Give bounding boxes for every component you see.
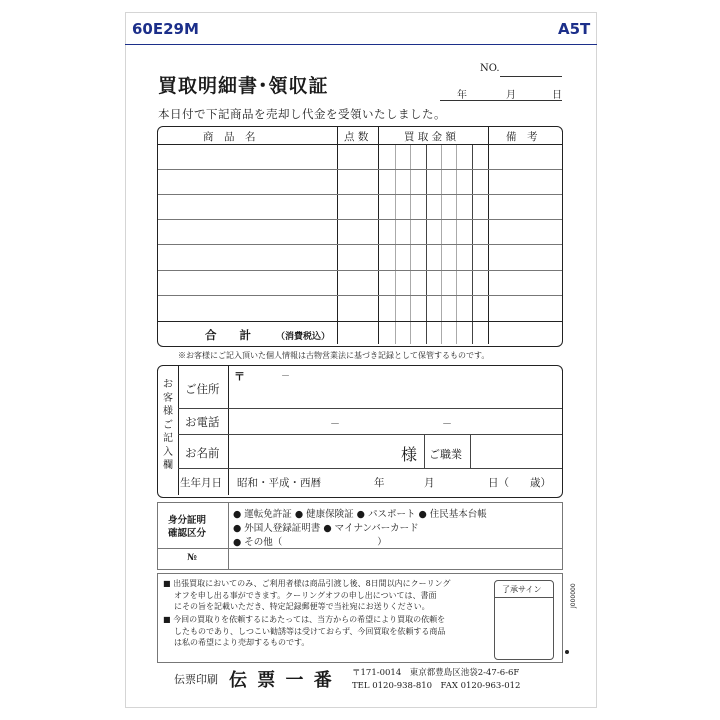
header-item: 商 品 名 bbox=[203, 131, 256, 143]
name-field[interactable] bbox=[229, 435, 424, 468]
vertical-code: J000000 bbox=[570, 583, 577, 608]
id-options-line2[interactable]: ● 外国人登録証明書 ● マイナンバーカード bbox=[233, 523, 419, 534]
notes-box bbox=[157, 573, 563, 663]
occupation-label: ご職業 bbox=[429, 448, 462, 461]
product-code: 60E29M bbox=[132, 20, 199, 38]
sign-label: 了承サイン bbox=[502, 585, 542, 594]
birth-month: 月 bbox=[424, 477, 435, 489]
postal-dash: － bbox=[281, 372, 291, 382]
table-row[interactable] bbox=[158, 169, 562, 170]
birth-day: 日（ bbox=[488, 477, 509, 489]
birth-year: 年 bbox=[374, 477, 385, 489]
privacy-note: ※お客様にご記入頂いた個人情報は古物営業法に基づき記録として保管するものです。 bbox=[178, 351, 490, 360]
note1-line3: にその旨を記載いただき、特定記録郵便等で当社宛にお送りください。 bbox=[174, 602, 430, 611]
birth-label: 生年月日 bbox=[180, 477, 222, 489]
address-label: ご住所 bbox=[185, 382, 220, 396]
col-divider bbox=[488, 127, 489, 344]
header-rule bbox=[125, 44, 597, 45]
id-number-field[interactable] bbox=[229, 549, 562, 569]
phone-dash-1: － bbox=[330, 419, 340, 430]
id-label-line1: 身分証明 bbox=[168, 515, 207, 526]
header-qty: 点 数 bbox=[344, 131, 369, 143]
date-day: 日 bbox=[552, 90, 562, 101]
id-box bbox=[157, 502, 563, 570]
item-table bbox=[157, 126, 563, 347]
postal-mark: 〒 bbox=[234, 370, 245, 383]
occupation-field[interactable] bbox=[471, 435, 562, 468]
customer-box bbox=[157, 365, 563, 498]
table-row[interactable] bbox=[158, 219, 562, 220]
total-line bbox=[158, 321, 562, 322]
company-type: 伝票印刷 bbox=[174, 673, 218, 686]
note2-line3: は私の希望により売却するものです。 bbox=[174, 638, 310, 647]
company-name: 伝 票 一 番 bbox=[229, 670, 334, 691]
col-divider bbox=[337, 127, 338, 344]
id-options-line1[interactable]: ● 運転免許証 ● 健康保険証 ● パスポート ● 住民基本台帳 bbox=[233, 509, 487, 520]
col-divider bbox=[378, 127, 379, 344]
table-row[interactable] bbox=[158, 244, 562, 245]
sign-rule bbox=[495, 597, 553, 598]
occupation-divider bbox=[424, 434, 425, 468]
header-remarks: 備 考 bbox=[506, 131, 538, 143]
table-row[interactable] bbox=[158, 270, 562, 271]
code-dot-icon bbox=[565, 650, 569, 654]
date-month: 月 bbox=[506, 90, 516, 101]
era-options[interactable]: 昭和・平成・西暦 bbox=[237, 477, 321, 489]
company-address: 〒171-0014 東京都豊島区池袋2-47-6-6F bbox=[352, 668, 520, 678]
row-line bbox=[178, 468, 562, 469]
address-field[interactable] bbox=[229, 367, 562, 408]
note2-line1: ■ 今回の買取りを依頼するにあたっては、当方からの希望により買取の依頼を bbox=[163, 615, 446, 624]
name-label: お名前 bbox=[185, 446, 220, 460]
phone-label: お電話 bbox=[185, 415, 220, 429]
phone-field[interactable] bbox=[229, 409, 562, 434]
id-options-line3[interactable]: ● その他（ ） bbox=[233, 537, 387, 548]
phone-dash-2: － bbox=[442, 419, 452, 430]
form-title: 買取明細書･領収証 bbox=[158, 75, 329, 97]
id-number-label: № bbox=[187, 553, 197, 563]
total-note: （消費税込） bbox=[276, 332, 331, 342]
date-year: 年 bbox=[457, 90, 467, 101]
total-label: 合 計 bbox=[205, 328, 251, 342]
honorific: 様 bbox=[401, 445, 418, 464]
age: 歳） bbox=[530, 477, 551, 489]
company-phone: TEL 0120-938-810 FAX 0120-963-012 bbox=[352, 681, 521, 691]
date-line bbox=[440, 100, 562, 101]
number-label: NO. bbox=[480, 63, 500, 74]
note1-line1: ■ 出張買取においてのみ、ご利用者様は商品引渡し後、8日間以内にクーリング bbox=[163, 579, 451, 588]
note1-line2: オフを申し出る事ができます。クーリングオフの申し出については、書面 bbox=[174, 590, 437, 600]
intro-text: 本日付で下記商品を売却し代金を受領いたしました。 bbox=[158, 107, 446, 121]
label-divider bbox=[178, 366, 179, 495]
table-row[interactable] bbox=[158, 295, 562, 296]
table-row[interactable] bbox=[158, 194, 562, 195]
header-amount: 買 取 金 額 bbox=[404, 131, 457, 143]
note2-line2: したものであり、しつこい勧誘等は受けておらず、今回買取を依頼する商品 bbox=[174, 626, 446, 636]
number-line[interactable] bbox=[500, 76, 562, 77]
header-line bbox=[158, 144, 562, 145]
size-code: A5T bbox=[558, 20, 591, 38]
id-label-line2: 確認区分 bbox=[168, 528, 207, 539]
sign-box[interactable] bbox=[494, 580, 554, 660]
customer-section-label: お客様ご記入欄 bbox=[163, 379, 173, 471]
